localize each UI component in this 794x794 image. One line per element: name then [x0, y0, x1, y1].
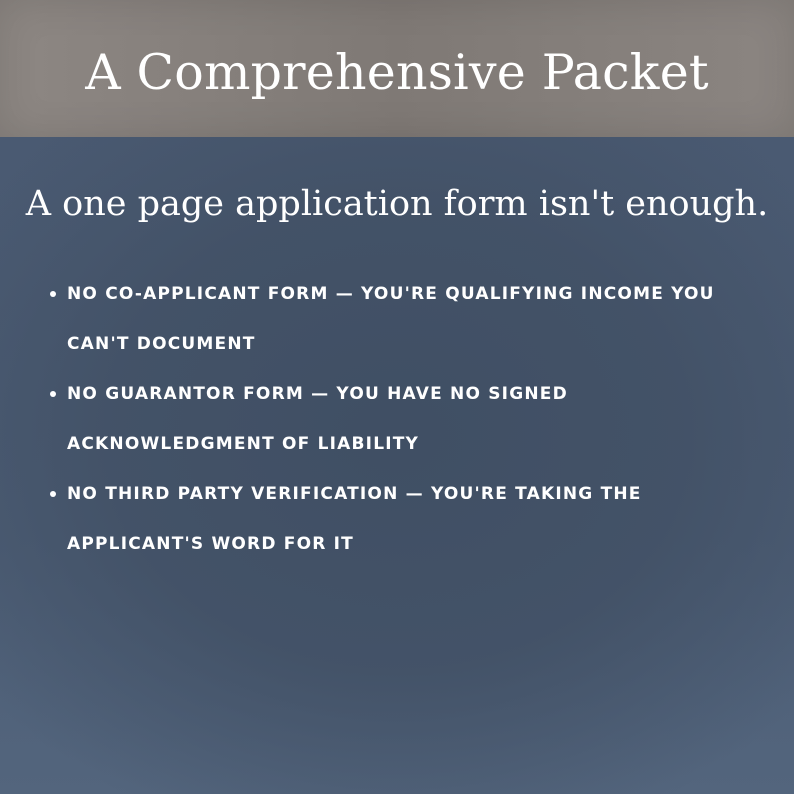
header-banner: [0, 0, 794, 137]
bullet-text: NO GUARANTOR FORM — YOU HAVE NO SIGNED ACKNOWLEDGMENT OF LIABILITY: [67, 384, 568, 454]
bullet-item-verification: [48, 469, 748, 569]
bullet-dot-icon: [50, 291, 56, 297]
bullet-text: NO THIRD PARTY VERIFICATION — YOU'RE TAKING THE APPLICANT'S WORD FOR IT: [67, 484, 642, 554]
content-panel: [0, 137, 794, 794]
bullet-list: [48, 269, 748, 569]
bullet-dot-icon: [50, 491, 56, 497]
bullet-text: NO CO-APPLICANT FORM — YOU'RE QUALIFYING INCOME YOU CAN'T DOCUMENT: [67, 284, 715, 354]
bullet-dot-icon: [50, 391, 56, 397]
bullet-item-co-applicant: [48, 269, 748, 369]
page-title: A Comprehensive Packet: [85, 44, 709, 101]
bullet-item-guarantor: [48, 369, 748, 469]
section-heading: A one page application form isn't enough.: [25, 184, 769, 224]
